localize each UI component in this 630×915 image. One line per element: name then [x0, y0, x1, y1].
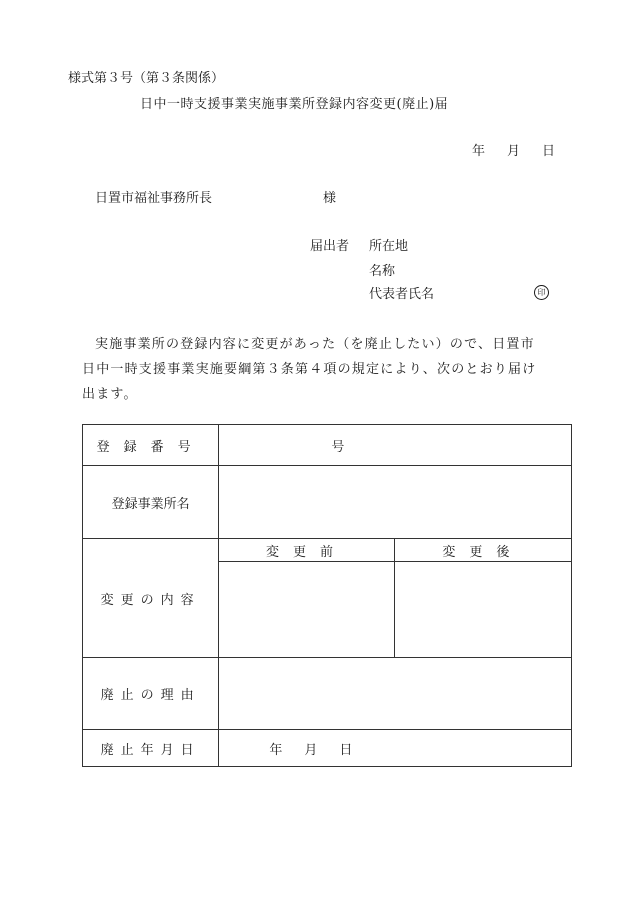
addressee-honorific: 様 — [323, 191, 337, 206]
row-facility-name — [83, 466, 572, 539]
date-month: 月 — [507, 144, 521, 159]
row-abolition-date — [83, 730, 572, 767]
applicant-address-label: 所在地 — [369, 239, 409, 254]
row-change-header — [83, 539, 572, 562]
registration-number-field[interactable] — [219, 425, 572, 466]
facility-name-field[interactable] — [219, 466, 572, 539]
addressee-name: 日置市福祉事務所長 — [95, 191, 213, 206]
abolition-date-year: 年 — [269, 742, 283, 758]
date-year: 年 — [472, 144, 486, 159]
abolition-date-day: 日 — [339, 742, 353, 758]
body-text — [82, 332, 572, 407]
before-change-header: 変更前 — [219, 539, 394, 562]
abolition-date-field[interactable] — [219, 730, 572, 767]
applicant-label: 届出者 — [310, 239, 350, 254]
row-registration-number — [83, 425, 572, 466]
change-content-label: 変更の内容 — [83, 539, 219, 658]
submission-date — [472, 145, 555, 158]
body-line-3: 出ます。 — [82, 387, 138, 402]
row-abolition-reason — [83, 658, 572, 730]
document-title: 日中一時支援事業実施事業所登録内容変更(廃止)届 — [140, 97, 449, 112]
abolition-reason-field[interactable] — [219, 658, 572, 730]
registration-number-label: 登録番号 — [83, 425, 219, 466]
seal-mark: 印 — [534, 285, 549, 300]
after-change-header: 変更後 — [394, 539, 571, 562]
applicant-representative-label: 代表者氏名 — [369, 287, 435, 302]
abolition-date-month: 月 — [304, 742, 318, 758]
before-change-field[interactable] — [219, 562, 394, 658]
after-change-field[interactable] — [394, 562, 571, 658]
registration-number-suffix: 号 — [331, 439, 345, 455]
body-line-2: 日中一時支援事業実施要綱第３条第４項の規定により、次のとおり届け — [82, 362, 537, 377]
applicant-name-label: 名称 — [369, 264, 396, 279]
facility-name-label: 登録事業所名 — [83, 466, 219, 539]
form-number: 様式第３号（第３条関係） — [68, 71, 225, 86]
abolition-reason-label: 廃止の理由 — [83, 658, 219, 730]
date-day: 日 — [542, 144, 556, 159]
abolition-date-label: 廃止年月日 — [83, 730, 219, 767]
registration-change-form-table — [82, 424, 572, 767]
body-line-1: 実施事業所の登録内容に変更があった（を廃止したい）ので、日置市 — [95, 337, 535, 352]
